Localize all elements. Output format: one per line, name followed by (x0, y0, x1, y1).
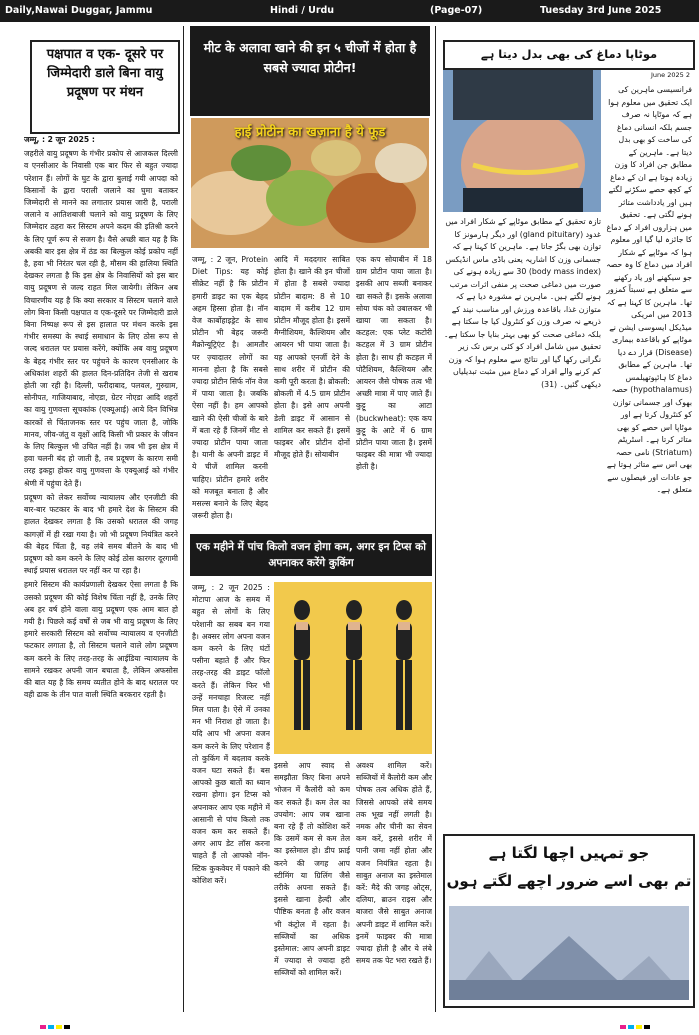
poetry-line: تم بھی اسے ضرور اچھے لگتے ہوں (446, 872, 692, 890)
page-number: (Page-07) (430, 5, 483, 16)
newspaper-name: Daily,Nawai Duggar, Jammu (5, 5, 153, 16)
poetry-box (443, 834, 695, 1008)
paragraph: जहरीले वायु प्रदूषण के गंभीर प्रकोप से आजकल दिल्ली व एनसीआर के निवासी एक बार फिर से बहुत ज्यादा परेशान हैं। लोगों के घुट के द्वारा बुलाई गयी आपदा को किसानों के द्वारा पराली जलाने का घुमा बताकर जिम्मेदारी से मानने का लगातार प्रयास जारी है, पराली जलाने व आतिशबाजी चलाने को वायु प्रदूषण के लिए जिम्मेदार ठहरा कर सिस्टम अपने कदम की इतिश्री करने के लिए पूर्ण रूप से सजग है। वैसे अच्छी बात यह है कि अबकी बार इस क्षेत्र में ठंड का बिल्कुल कोई प्रकोप नहीं है, हवा भी निरंतर चल रही है, मौसम की हालिया स्थिति देखकर लगता है कि इस क्षेत्र के निवासियों को इस बार वायु प्रदूषण से जल्द राहत मिल जायेगी। लेकिन अब विचारणीय यह है कि क्या सरकार व सिस्टम चलाने वाले लोग बिना किसी पक्षपात व एक-दूसरे पर जिम्मेदारी डाले बिना निष्पक्ष रूप से इस हालात पर मंथन करके इस गंभीर समस्या के स्थाई समाधान के लिए ठोस रूप से जल्द धरातल पर प्रयास करेंगे, क्योंकि अब वायु प्रदूषण के बेहद गंभीर स्तर पर पहुंचने के कारण एनसीआर के अधिकांश शहरों की हालत दिन-प्रतिदिन तेजी से खराब होती जा रही है। दिल्ली, फरीदाबाद, पलवल, गुरुग्राम, सोनीपत, गाजियाबाद, नोएडा, ग्रेटर नोएडा आदि शहरों का वायु गुणवत्ता सूचकांक (एक्यूआई) आये दिन विभिन्न कारकों से चिंताजनक स्तर पर पहुंच जाता है, जोकि मानव, जीव-जंतु व वृक्षों आदि किसी भी प्रकार के जीवन के लिए बिल्कुल भी उचित नहीं है। जब भी इस क्षेत्र में हवा चलनी बंद हो जाती है, तब प्रदूषण के कारण समी तरह इकट्ठा होकर वायु गुणवत्ता के एक्यूआई को गंभीर श्रेणी में पहुंचा देते हैं। (24, 149, 178, 488)
article-column: इससे आप स्वाद से समझौता किए बिना अपने भोजन में कैलोरी को कम कर सकते हैं। कम तेल का उपयोग: आप जब खाना बना रहे हैं तो कोशिश करें कि उसमें कम से कम तेल का इस्तेमाल हो। डीप फ्राई करने की जगह आप स्टीमिंग या ग्रिलिंग जैसे तरीके अपना सकते हैं। इससे खाना हेल्दी और पौष्टिक बनता है और वजन भी कंट्रोल में रहता है। सब्जियों का अधिक इस्तेमाल: आप अपनी डाइट में ज्यादा से ज्यादा हरी सब्जियों को शामिल करें। (274, 761, 350, 978)
urdu-column: فرانسیسی ماہرین کی ایک تحقیق میں معلوم ہوا ہے کہ موٹاپا نہ صرف جسم بلکہ انسانی دماغ کی ساخت کو بھی بدل دیتا ہے۔ ماہرین کے مطابق جن افراد کا وزن زیادہ ہوتا ہے ان کے دماغ کے کچھ حصے سکڑنے لگتے ہیں اور یادداشت متاثر ہونے لگتی ہے۔ تحقیق میں ہزاروں افراد کے دماغ کا جائزہ لیا گیا اور معلوم ہوا کہ موٹاپے کے شکار افراد میں دماغ کا وہ حصہ جو سیکھنے اور یاد رکھنے سے متعلق ہے نسبتاً کمزور تھا۔ ماہرین کا کہنا ہے کہ 2013 میں امریکی میڈیکل ایسوسی ایشن نے موٹاپے کو باقاعدہ بیماری (Disease) قرار دے دیا تھا۔ ماہرین کے مطابق دماغ کا ہائپوتھیلمس (hypothalamus) حصہ بھوک اور جسمانی توازن کو کنٹرول کرتا ہے اور موٹاپا اس حصے کو بھی متاثر کرتا ہے۔ اسٹریٹم (Striatum) نامی حصہ بھی اس سے متاثر ہوتا ہے جو عادات اور فیصلوں سے متعلق ہے۔ (606, 85, 692, 494)
article-headline: मीट के अलावा खाने की इन ५ चीजों में होता है सबसे ज्यादा प्रोटीन! (203, 40, 417, 75)
paragraph: प्रदूषण को लेकर सर्वोच्च न्यायालय और एनजीटी की बार-बार फटकार के बाद भी हमारे देश के सिस्टम की हालत देखकर लगता है कि उसको धरातल की जगह कागज़ों में ही रखा गया है। जो भी प्रदूषण नियंत्रित करने की बेहद चिंता है, वह लंबे समय बीतने के बाद भी प्रदूषण को कम करने के लिए कोई ठोस कारगर दूरगामी स्थाई प्रयास धरातल पर नहीं कर पा रहा है। (24, 492, 178, 576)
mountain-illustration (449, 906, 689, 1000)
headline-box (30, 40, 180, 134)
paragraph: हमारे सिस्टम की कार्यप्रणाली देखकर ऐसा लगता है कि उसको प्रदूषण की कोई विशेष चिंता नहीं है, उनके लिए अब हर वर्ष होने वाला वायु प्रदूषण एक आम बात हो गयी है। पिछले कई वर्षों से जब भी वायु प्रदूषण के लिए हमारे सरकारी सिस्टम को सर्वोच्च न्यायालय व एनजीटी फटकार लगाता है, तो सिस्टम चलाने वाले लोग प्रदूषण कम करने के लिए तरह-तरह के आईडिया न्यायालय के सामने रखकर अपनी जान बचाता है, लेकिन अफसोस की बात यह है कि समय व्यतीत होने के बाद धरातल पर वही ढाक के तीन पात वाली स्थिति बरकरार रहती है। (24, 580, 178, 700)
column-divider (183, 26, 184, 1012)
urdu-headline-box (443, 40, 695, 70)
column-divider (435, 26, 436, 1012)
print-color-strip (0, 1016, 699, 1024)
headline-banner (190, 534, 432, 576)
masthead-bar (0, 0, 699, 22)
headline-banner (190, 26, 430, 116)
fitness-photo (274, 582, 432, 754)
fitness-illustration (274, 582, 432, 754)
urdu-dateline: 2 June 2025 (651, 71, 690, 79)
dateline: जम्मू, : 2 जून 2025 : (24, 135, 95, 144)
article-body (24, 134, 178, 1006)
food-photo (191, 118, 429, 248)
article-headline: पक्षपात व एक- दूसरे पर जिम्मेदारी डाले बिना वायु प्रदूषण पर मंथन (46, 47, 164, 100)
article-column: एक कप सोयाबीन में 18 ग्राम प्रोटीन पाया जाता है। इसकी आप सब्जी बनाकर खा सकते हैं। इसके अलावा सोया चंक को उबालकर भी खाया जा सकता है। कटहल: एक प्लेट कटोरी कटहल में 3 ग्राम प्रोटीन होता है। साथ ही कटहल में पोटैशियम, कैल्शियम और आयरन जैसे पोषक तत्व भी अच्छी मात्रा में पाए जाते हैं। कुट्टू का आटा (buckwheat): एक कप कुट्टू के आटे में 6 ग्राम प्रोटीन पाया जाता है। इसमें फाइबर की मात्रा भी ज्यादा होती है। (356, 255, 432, 472)
language-label: Hindi / Urdu (270, 5, 335, 16)
article-column: जम्मू, : 2 जून 2025 : मोटापा आज के समय में बहुत से लोगों के लिए परेशानी का सबब बन गया है। अक्सर लोग अपना वजन कम करने के लिए घंटों पसीना बहाते हैं और फिर तरह-तरह की डाइट फॉलो करते हैं। लेकिन फिर भी उन्हें मनचाहा रिजल्ट नहीं मिल पाता है। ऐसे में उनका मन भी निराश हो जाता है। यदि आप भी अपना वजन कम करने के लिए परेशान हैं तो कुकिंग में बदलाव करके वजन घटा सकते हैं। बस आपको कुछ बातों का ध्यान रखना होगा। इन टिप्स को अपनाकर आप एक महीने में आसानी से पांच किलो तक वजन कम कर सकते हैं। अगर आप डेट लॉस करना चाहते हैं तो आपको नॉन-स्टिक कुकवेयर में पकाने की कोशिश करें। (192, 583, 270, 885)
article-headline: موٹاپا دماغ کی بھی بدل دیتا ہے (480, 47, 658, 61)
poetry-line: جو تمہیں اچھا لگتا ہے (488, 844, 650, 862)
article-headline: एक महीने में पांच किलो वजन होगा कम, अगर इन टिप्स को अपनाकर करेंगे कुकिंग (196, 541, 426, 569)
article-column: आदि में मददगार साबित होता है। खाने की इन चीजों में होता है सबसे ज्यादा प्रोटीन बादाम: 8 से 10 बादाम में करीब 12 ग्राम प्रोटीन मौजूद होता है। इसमें मैग्नीशियम, कैल्शियम और आयरन भी पाया जाता है। यह आपको एनर्जी देने के साथ शरीर में प्रोटीन की कमी पूरी करता है। ब्रोकली: ब्रोकली में 4.5 ग्राम प्रोटीन होता है। इसे आप अपनी डेली डाइट में आसान से शामिल कर सकते हैं। इसमें फाइबर और प्रोटीन दोनों मौजूद होते हैं। सोयाबीन (274, 255, 350, 460)
issue-date: Tuesday 3rd June 2025 (540, 5, 662, 16)
article-column: जम्मू, : 2 जून, Protein Diet Tips: यह कोई सीक्रेट नहीं है कि प्रोटीन हमारी डाइट का एक बेहद अहम हिस्सा होता है। नॉन वेज कार्बोहाइड्रेट के साथ प्रोटीन भी बेहद जरूरी मैक्रोन्यूट्रिएंट है। आमतौर पर ज़्यादातर लोगों का मानना होता है कि सबसे ज्यादा प्रोटीन सिर्फ नॉन वेज में पाया जाता है। जबकि ऐसा नहीं है। हम आपको खाने की ऐसी चीजों के बारे में बता रहे हैं जिनमें मीट से ज्यादा प्रोटीन पाया जाता है। यानी के अपनी डाइट में ये चीजें शामिल करनी चाहिए। प्रोटीन हमारे शरीर को मजबूत बनाता है और मसल्स बनाने के लिए बेहद जरूरी होता है। (192, 255, 268, 521)
article-column: अवश्य शामिल करें। सब्जियों में कैलोरी कम और पोषक तत्व अधिक होते हैं, जिससे आपको लंबे समय तक भूख नहीं लगती है। नमक और चीनी का सेवन कम करें, इससे शरीर में पानी जमा नहीं होता और वजन नियंत्रित रहता है। साबुत अनाज का इस्तेमाल करें: मैदे की जगह ओट्स, दलिया, ब्राउन राइस और बाजरा जैसे साबुत अनाज अपनी डाइट में शामिल करें। इनमें फाइबर की मात्रा ज्यादा होती है और ये लंबे समय तक पेट भरा रखते हैं। (356, 761, 432, 966)
photo-caption: हाई प्रोटीन का खज़ाना है ये फूड (234, 125, 386, 140)
belly-illustration (443, 70, 601, 212)
obesity-photo (443, 70, 601, 212)
urdu-column: تازہ تحقیق کے مطابق موٹاپے کے شکار افراد میں غدود (gland pituitary) اور دیگر ہارمونز کا توازن بھی بگڑ جاتا ہے۔ ماہرین کا کہنا ہے کہ جسمانی وزن کا اشاریہ یعنی باڈی ماس انڈیکس (body mass index) 30 سے زیادہ ہونے کی صورت میں دماغی صحت پر منفی اثرات مرتب ہونے لگتے ہیں۔ ماہرین نے مشورہ دیا ہے کہ متوازن غذا، باقاعدہ ورزش اور مناسب نیند کے ذریعے نہ صرف وزن کو کنٹرول کیا جا سکتا ہے بلکہ دماغی صحت کو بھی بہتر بنایا جا سکتا ہے۔ تحقیق میں شامل افراد کو کئی برس تک زیر نگرانی رکھا گیا اور نتائج سے معلوم ہوا کہ وزن کم کرنے والے افراد کے دماغ میں مثبت تبدیلیاں دیکھی گئیں۔ (31) (443, 217, 601, 389)
